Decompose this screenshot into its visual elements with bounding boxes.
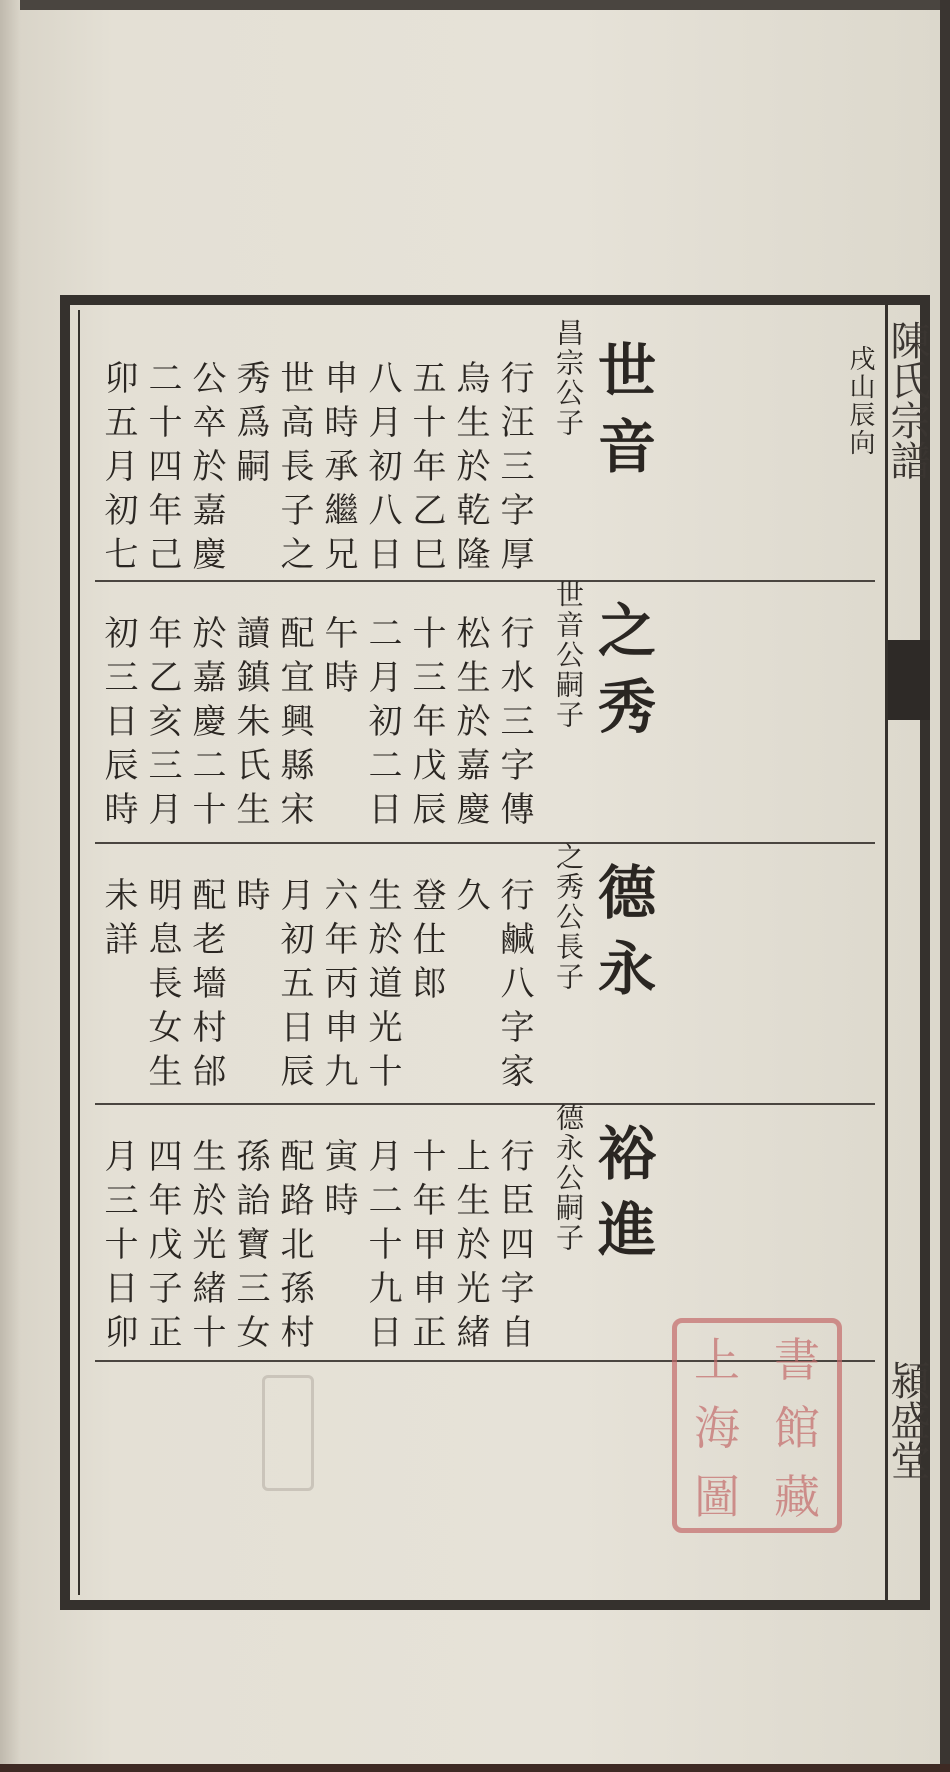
entry-text-column: 八月初八日: [362, 360, 402, 580]
entry-text-column: 配路北孫村: [274, 1138, 314, 1358]
entry-text-column: 午時: [318, 615, 358, 703]
entry-text-column: 時: [230, 877, 270, 921]
entry-name: 之秀: [588, 600, 656, 752]
entry-father: 昌宗公子: [552, 318, 585, 438]
spine-title: 陳氏宗譜: [884, 320, 930, 480]
bottom-edge: [0, 1764, 950, 1772]
entry-text-column: 卯五月初七: [98, 360, 138, 580]
entry-text-column: 行水三字傳: [494, 615, 534, 835]
entry-text-column: 烏生於乾隆: [450, 360, 490, 580]
faint-blank-seal: [262, 1375, 314, 1491]
entry-text-column: 月三十日卯: [98, 1138, 138, 1358]
entry-name: 世音: [588, 340, 656, 492]
entry-text-column: 於嘉慶二十: [186, 615, 226, 835]
entry-text-column: 孫詒寶三女: [230, 1138, 270, 1358]
entry-text-column: 十三年戊辰: [406, 615, 446, 835]
entry-text-column: 登仕郎: [406, 877, 446, 1009]
burial-orientation: 戌山辰向: [845, 345, 875, 457]
entry-text-column: 二十四年己: [142, 360, 182, 580]
entry-text-column: 配老墻村邰: [186, 877, 226, 1097]
entry-text-column: 行鹹八字家: [494, 877, 534, 1097]
entry-text-column: 月二十九日: [362, 1138, 402, 1358]
entry-text-column: 初三日辰時: [98, 615, 138, 835]
entry-text-column: 未詳: [98, 877, 138, 965]
entry-text-column: 申時承繼兄: [318, 360, 358, 580]
entry-text-column: 四年戊子正: [142, 1138, 182, 1358]
entry-text-column: 上生於光緒: [450, 1138, 490, 1358]
row-divider: [95, 842, 875, 844]
entry-text-column: 世高長子之: [274, 360, 314, 580]
library-seal: 上 書 海 館 圖 藏: [672, 1318, 842, 1533]
entry-father: 之秀公長子: [552, 842, 585, 992]
entry-text-column: 二月初二日: [362, 615, 402, 835]
entry-name: 德永: [588, 862, 656, 1014]
row-divider: [95, 1103, 875, 1105]
entry-text-column: 行臣四字自: [494, 1138, 534, 1358]
entry-text-column: 公卒於嘉慶: [186, 360, 226, 580]
entry-text-column: 生於光緒十: [186, 1138, 226, 1358]
entry-text-column: 生於道光十: [362, 877, 402, 1097]
right-edge: [940, 0, 950, 1772]
entry-text-column: 五十年乙巳: [406, 360, 446, 580]
entry-text-column: 寅時: [318, 1138, 358, 1226]
top-edge: [0, 0, 950, 10]
entry-text-column: 十年甲申正: [406, 1138, 446, 1358]
entry-text-column: 松生於嘉慶: [450, 615, 490, 835]
spine-hall-name: 潁盛堂: [884, 1360, 930, 1480]
entry-text-column: 配宜興縣宋: [274, 615, 314, 835]
entry-text-column: 明息長女生: [142, 877, 182, 1097]
entry-text-column: 六年丙申九: [318, 877, 358, 1097]
entry-text-column: 秀爲嗣: [230, 360, 270, 492]
entry-father: 德永公嗣子: [552, 1103, 585, 1253]
entry-text-column: 行汪三字厚: [494, 360, 534, 580]
entry-text-column: 年乙亥三月: [142, 615, 182, 835]
page-fold: [0, 0, 20, 1772]
row-divider: [95, 580, 875, 582]
entry-text-column: 月初五日辰: [274, 877, 314, 1097]
entry-name: 裕進: [588, 1123, 656, 1275]
entry-father: 世音公嗣子: [552, 580, 585, 730]
entry-text-column: 久: [450, 877, 490, 921]
entry-text-column: 讀鎮朱氏生: [230, 615, 270, 835]
fishtail-mark: [888, 640, 930, 720]
